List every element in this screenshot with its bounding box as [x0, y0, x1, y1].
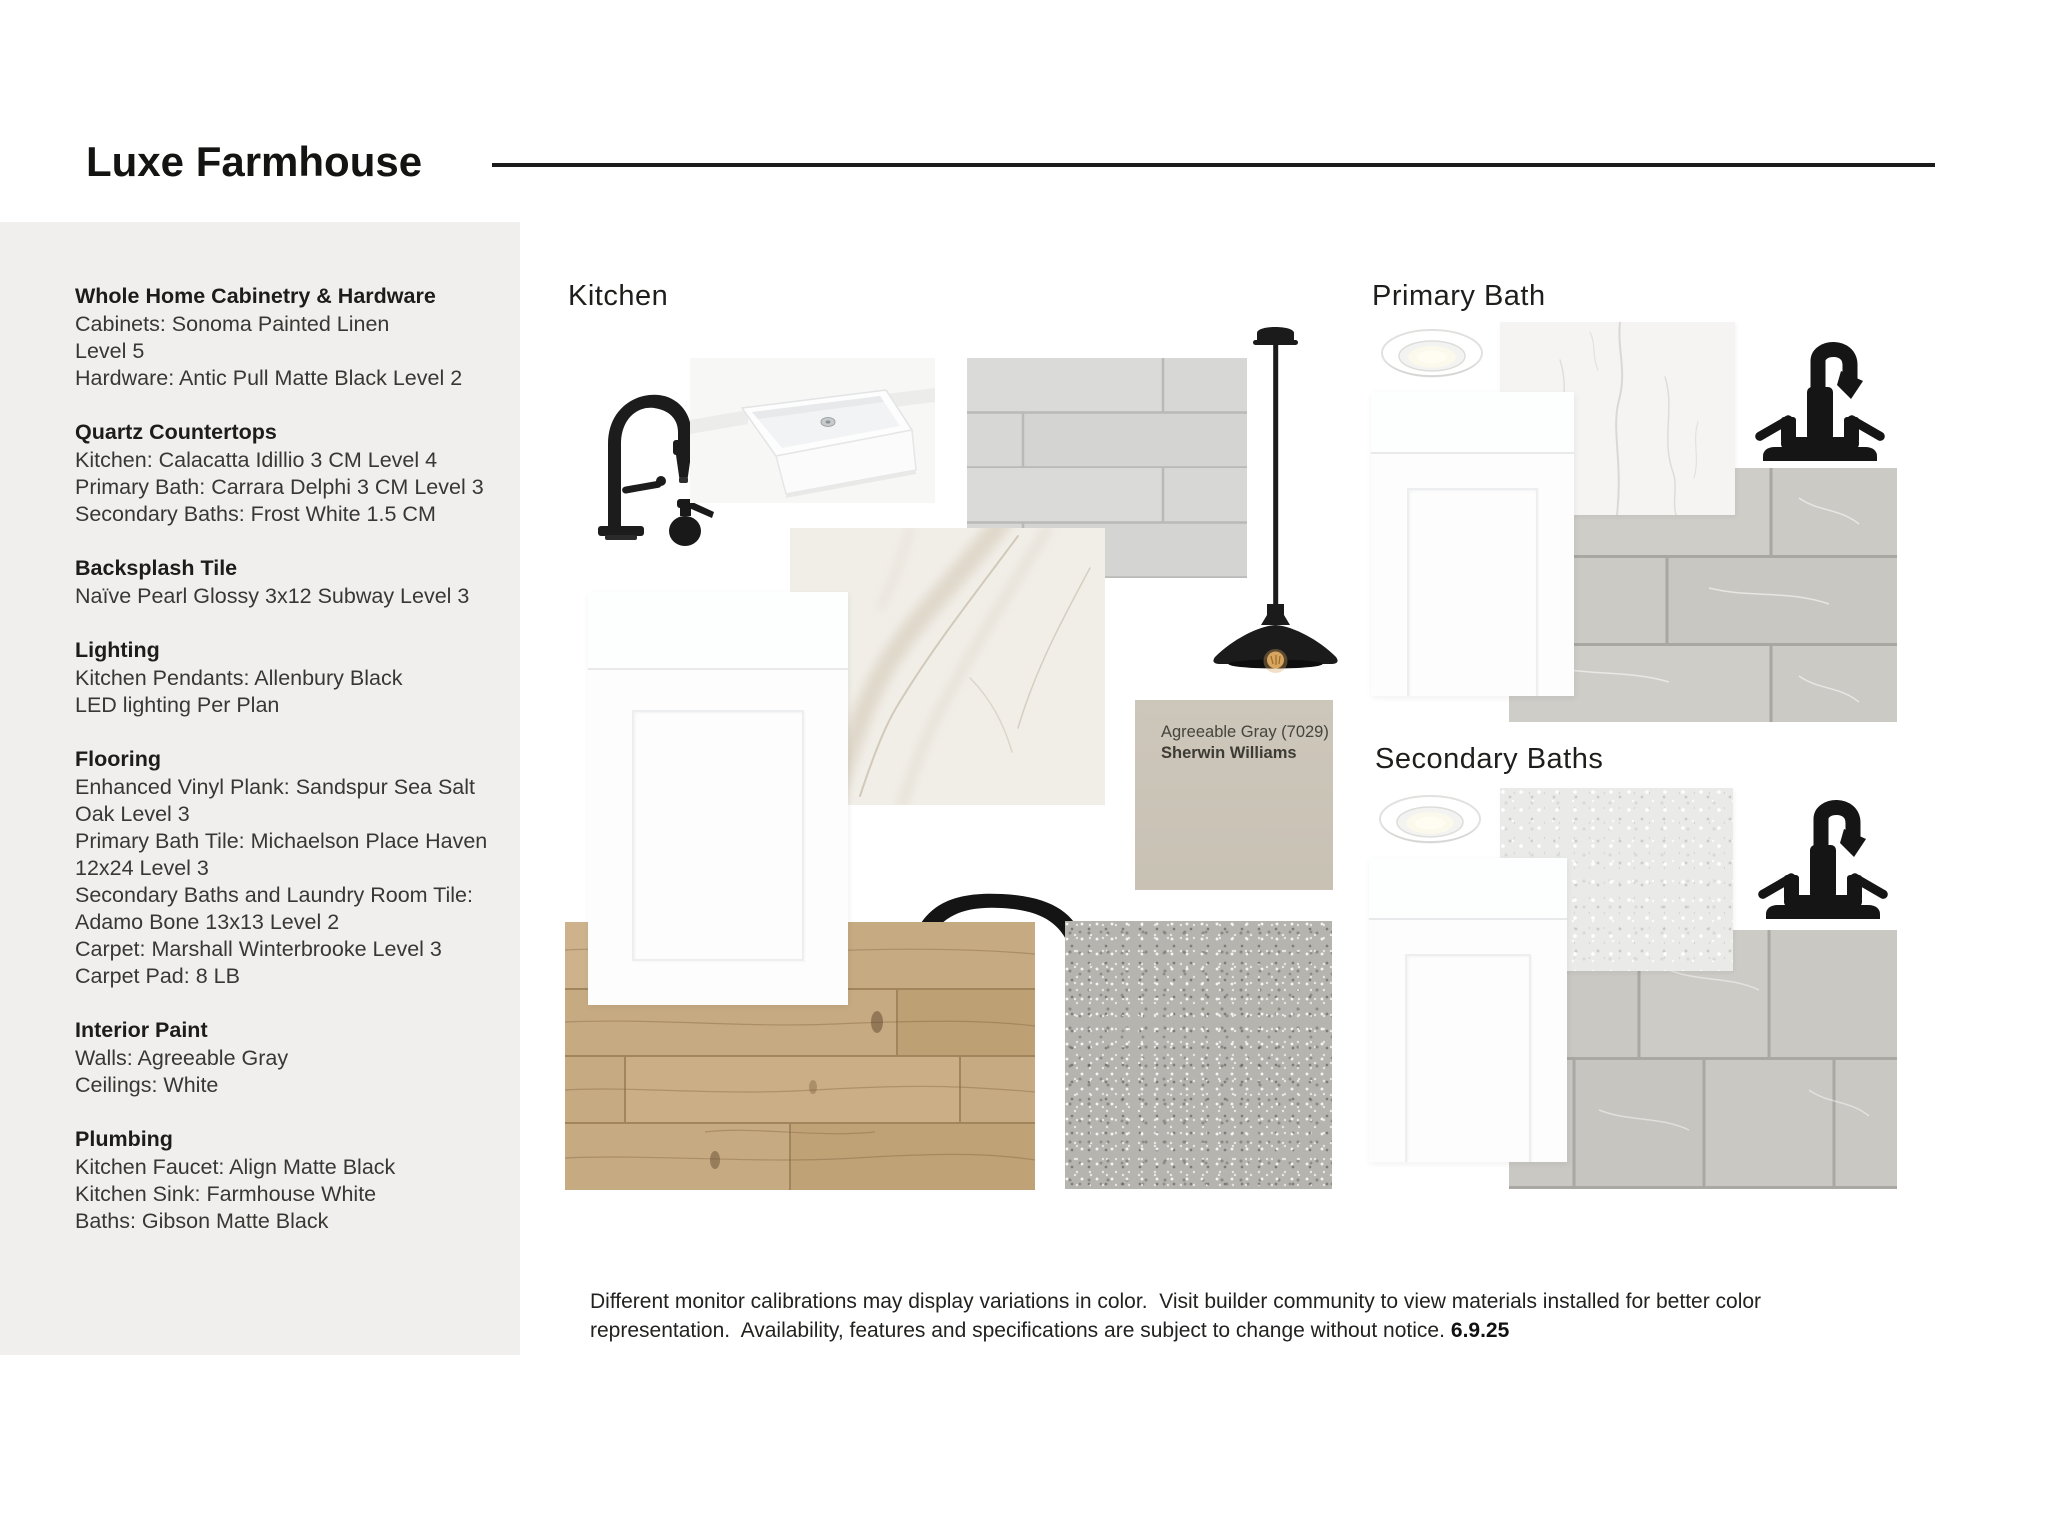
spec-line: Kitchen Pendants: Allenbury Black — [75, 666, 403, 690]
section-title: Whole Home Cabinetry & Hardware — [75, 284, 436, 308]
board-label-primary-bath: Primary Bath — [1372, 280, 1546, 312]
primary-bath-cabinet-sample — [1371, 392, 1574, 696]
spec-line: Kitchen: Calacatta Idillio 3 CM Level 4 — [75, 448, 438, 472]
cabinet-door-panel — [632, 710, 804, 961]
paint-brand-label: Sherwin Williams — [1161, 744, 1297, 762]
spec-line: Cabinets: Sonoma Painted Linen — [75, 312, 390, 336]
spec-line: LED lighting Per Plan — [75, 693, 280, 717]
spec-line: Level 5 — [75, 339, 145, 363]
recessed-light-photo-secondary — [1378, 793, 1483, 848]
spec-line: Carpet Pad: 8 LB — [75, 964, 240, 988]
secondary-bath-cabinet-sample — [1369, 858, 1567, 1162]
spec-line: Ceilings: White — [75, 1073, 219, 1097]
recessed-light-photo-primary — [1380, 327, 1485, 382]
revision-date: 6.9.25 — [1450, 1318, 1510, 1342]
disclaimer-line-1: Different monitor calibrations may display variations in color. Visit builder community to view materials installed for better color — [590, 1290, 1762, 1313]
soap-dispenser-silhouette — [669, 499, 714, 546]
spec-line: Oak Level 3 — [75, 802, 190, 826]
spec-line: Secondary Baths and Laundry Room Tile: — [75, 883, 473, 907]
spec-line: Carpet: Marshall Winterbrooke Level 3 — [75, 937, 442, 961]
sidebar-content — [75, 283, 510, 1262]
section-title: Backsplash Tile — [75, 556, 238, 580]
cabinet-drawer-front — [588, 592, 848, 670]
disclaimer-line-2: representation. Availability, features and specifications are subject to change without notice. — [590, 1318, 1445, 1342]
spec-line: Secondary Baths: Frost White 1.5 CM — [75, 502, 436, 526]
spec-line: Naïve Pearl Glossy 3x12 Subway Level 3 — [75, 584, 470, 608]
section-title: Quartz Countertops — [75, 420, 277, 444]
sidebar-section-plumbing — [75, 1126, 510, 1235]
spec-line: Enhanced Vinyl Plank: Sandspur Sea Salt — [75, 775, 476, 799]
sidebar-section-lighting — [75, 637, 510, 719]
board-label-kitchen: Kitchen — [568, 280, 669, 312]
spec-line: Adamo Bone 13x13 Level 2 — [75, 910, 340, 934]
spec-line: Primary Bath Tile: Michaelson Place Haven — [75, 829, 488, 853]
spec-line: Kitchen Faucet: Align Matte Black — [75, 1155, 396, 1179]
primary-bath-faucet-photo — [1745, 321, 1895, 463]
section-title: Plumbing — [75, 1127, 173, 1151]
section-title: Flooring — [75, 747, 161, 771]
section-title: Interior Paint — [75, 1018, 208, 1042]
spec-line: Primary Bath: Carrara Delphi 3 CM Level 3 — [75, 475, 484, 499]
cabinet-door-panel — [1405, 954, 1531, 1162]
title-divider-line — [492, 163, 1935, 167]
spec-line: 12x24 Level 3 — [75, 856, 209, 880]
sidebar-specs-panel — [0, 222, 520, 1355]
spec-line: Hardware: Antic Pull Matte Black Level 2 — [75, 366, 463, 390]
sidebar-section-cabinetry — [75, 283, 510, 392]
cabinet-door-panel — [1407, 488, 1538, 696]
agreeable-gray-paint-swatch — [1135, 700, 1333, 890]
spec-line: Walls: Agreeable Gray — [75, 1046, 289, 1070]
disclaimer-text — [590, 1288, 1850, 1345]
cabinet-drawer-front — [1371, 392, 1574, 454]
spec-line: Baths: Gibson Matte Black — [75, 1209, 329, 1233]
spec-line: Kitchen Sink: Farmhouse White — [75, 1182, 377, 1206]
sidebar-section-backsplash — [75, 555, 510, 610]
secondary-bath-faucet-photo — [1748, 779, 1898, 921]
paint-name-label: Agreeable Gray (7029) — [1161, 723, 1329, 741]
sidebar-section-flooring — [75, 746, 510, 990]
farmhouse-sink-photo — [690, 358, 935, 503]
kitchen-cabinet-sample — [588, 592, 848, 1005]
carpet-swatch — [1065, 921, 1332, 1189]
cabinet-drawer-front — [1369, 858, 1567, 920]
page-title: Luxe Farmhouse — [86, 138, 423, 185]
sidebar-section-paint — [75, 1017, 510, 1099]
pendant-light-photo — [1203, 323, 1348, 673]
section-title: Lighting — [75, 638, 160, 662]
board-label-secondary-baths: Secondary Baths — [1375, 743, 1604, 775]
sidebar-section-countertops — [75, 419, 510, 528]
